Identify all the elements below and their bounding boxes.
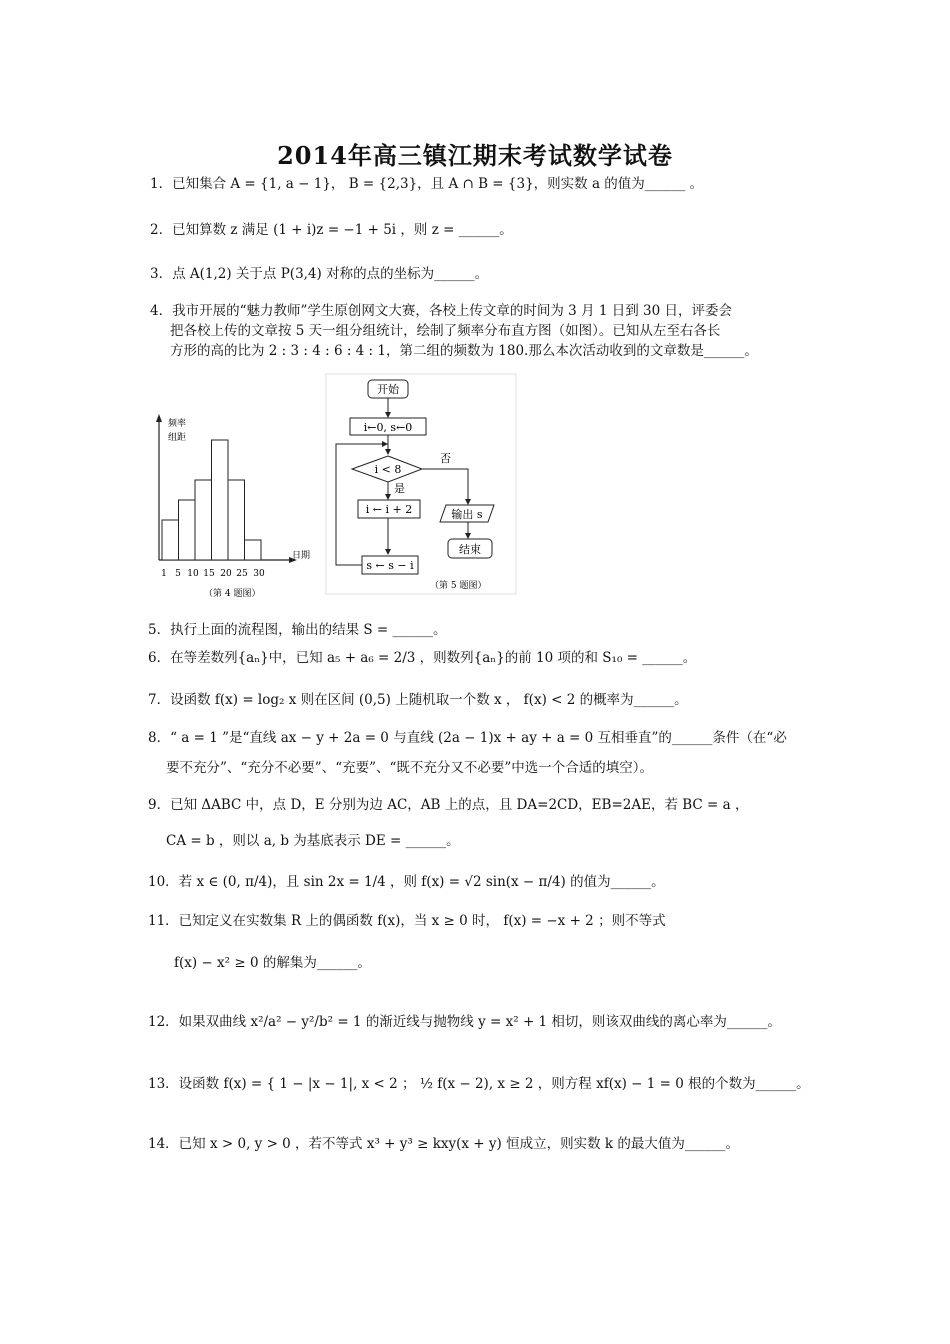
question-4: 4．我市开展的“魅力教师”学生原创网文大赛，各校上传文章的时间为 3 月 1 日到 30 日，评委会 把各校上传的文章按 5 天一组分组统计，绘制了频率分布直方图（如图）。已知从左至右各长 方形的高的比为 2 : 3 : 4 : 6 : 4 : 1，第二组的频数为 180.那么本次活动收到的文章数是______。 xyxy=(150,303,758,359)
x-label: 日期 xyxy=(292,551,311,561)
question-8: 8．“ a = 1 ”是“直线 ax − y + 2a = 0 与直线 (2a − 1)x + ay + a = 0 互相垂直”的______条件（在“必 要不充分”、“充分不必要”、“充要”、“既不充分又不必要”中选一个合适的填空）。 xyxy=(148,730,787,776)
question-6: 6．在等差数列{aₙ}中，已知 a₅ + a₆ = 2/3 ，则数列{aₙ}的前 10 项的和 S₁₀ = ______。 xyxy=(148,650,697,666)
histogram-caption: （第 4 题图） xyxy=(204,589,261,599)
question-14: 14．已知 x > 0, y > 0 ，若不等式 x³ + y³ ≥ kxy(x + y) 恒成立，则实数 k 的最大值为______。 xyxy=(148,1136,739,1152)
question-3: 3．点 A(1,2) 关于点 P(3,4) 对称的点的坐标为______。 xyxy=(150,266,489,282)
yes-label: 是 xyxy=(394,482,405,495)
no-branch-line xyxy=(422,469,468,502)
histogram-tick-label: 10 xyxy=(187,569,199,579)
page-title: 2014年高三镇江期末考试数学试卷 xyxy=(277,141,673,170)
arrow-head xyxy=(465,533,471,539)
condition-label: i < 8 xyxy=(374,463,402,476)
question-11: 11．已知定义在实数集 R 上的偶函数 f(x)，当 x ≥ 0 时， f(x) = −x + 2 ；则不等式 f(x) − x² ≥ 0 的解集为______。 xyxy=(148,913,666,971)
question-13: 13．设函数 f(x) = { 1 − |x − 1|, x < 2 ； ½ f(x − 2), x ≥ 2 ，则方程 xf(x) − 1 = 0 根的个数为______。 xyxy=(148,1076,810,1092)
question-12: 12．如果双曲线 x²/a² − y²/b² = 1 的渐近线与抛物线 y = x² + 1 相切，则该双曲线的离心率为______。 xyxy=(148,1014,781,1030)
histogram-ticks xyxy=(161,569,265,579)
start-label: 开始 xyxy=(377,383,399,396)
y-label-top: 频率 xyxy=(168,419,187,429)
step1-label: i ← i + 2 xyxy=(365,503,413,516)
histogram-bars xyxy=(162,440,261,560)
question-7: 7．设函数 f(x) = log₂ x 则在区间 (0,5) 上随机取一个数 x ， f(x) < 2 的概率为______。 xyxy=(148,692,688,708)
question-5: 5．执行上面的流程图，输出的结果 S = ______。 xyxy=(148,622,447,638)
question-9: 9．已知 ΔABC 中，点 D，E 分别为边 AC，AB 上的点，且 DA=2CD，EB=2AE，若 BC = a ， CA = b ，则以 a, b 为基底表示 DE = ______。 xyxy=(148,797,749,849)
histogram-tick-label: 5 xyxy=(175,569,181,579)
flowchart-frame xyxy=(326,374,516,594)
question-1: 1．已知集合 A = {1, a − 1}， B = {2,3}，且 A ∩ B = {3}，则实数 a 的值为______ 。 xyxy=(150,176,704,192)
histogram-tick-label: 25 xyxy=(236,569,248,579)
flowchart-figure xyxy=(322,372,522,598)
init-label: i←0, s←0 xyxy=(363,421,413,434)
no-label: 否 xyxy=(440,452,451,465)
question-2: 2．已知算数 z 满足 (1 + i)z = −1 + 5i ，则 z = ______。 xyxy=(150,222,513,238)
y-axis-arrow xyxy=(156,414,162,422)
arrow-head xyxy=(465,499,471,505)
histogram-bar xyxy=(195,480,212,560)
output-label: 输出 s xyxy=(451,508,483,521)
question-10: 10．若 x ∈ (0, π/4)，且 sin 2x = 1/4 ，则 f(x) = √2 sin(x − π/4) 的值为______。 xyxy=(148,874,665,890)
y-label-bottom: 组距 xyxy=(168,433,187,443)
arrow-head xyxy=(385,494,391,500)
histogram-bar xyxy=(179,500,196,560)
flowchart-caption: （第 5 题图） xyxy=(430,581,487,591)
histogram-figure xyxy=(142,410,312,600)
arrow-head xyxy=(385,449,391,455)
step2-label: s ← s − i xyxy=(366,559,414,572)
arrow-head xyxy=(385,549,391,555)
arrow-head xyxy=(385,412,391,418)
histogram-bar xyxy=(245,540,262,560)
histogram-bar xyxy=(212,440,229,560)
end-label: 结束 xyxy=(459,543,481,556)
histogram-bar xyxy=(162,520,179,560)
histogram-tick-label: 30 xyxy=(253,569,265,579)
histogram-bar xyxy=(228,480,245,560)
histogram-tick-label: 15 xyxy=(203,569,215,579)
arrow-head xyxy=(382,441,388,447)
histogram-tick-label: 1 xyxy=(161,569,167,579)
histogram-tick-label: 20 xyxy=(220,569,232,579)
